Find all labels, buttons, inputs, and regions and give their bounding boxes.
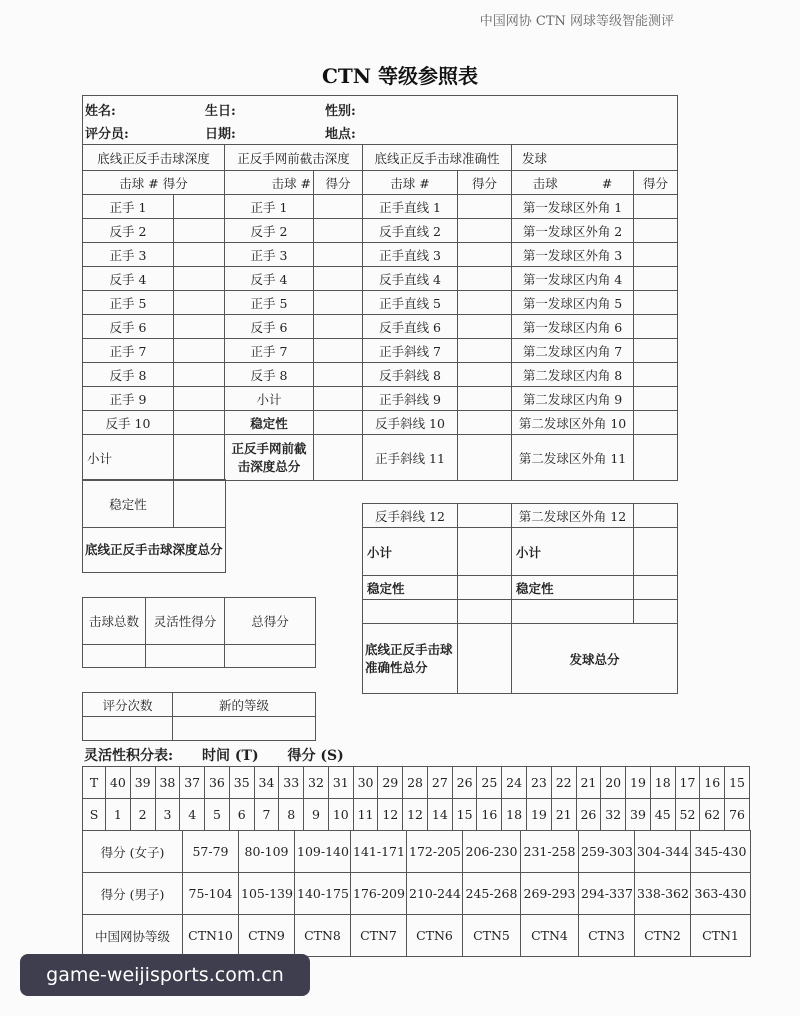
male-value-cell: 140-175	[295, 873, 351, 915]
t-value-cell: 30	[353, 767, 378, 799]
total-score-label: 总得分	[225, 598, 316, 645]
score-cell-depth-10	[174, 411, 225, 435]
t-value-cell: 37	[180, 767, 205, 799]
t-value-cell: 24	[502, 767, 527, 799]
table-row	[83, 873, 751, 915]
score-cell-depth-5	[174, 291, 225, 315]
t-value-cell: 28	[403, 767, 428, 799]
score-cell-serve-1	[634, 195, 678, 219]
female-row-label: 得分 (女子)	[83, 831, 183, 873]
male-value-cell: 338-362	[635, 873, 691, 915]
s-value-cell: 21	[551, 799, 576, 831]
table-row	[83, 291, 678, 315]
t-value-cell: 25	[477, 767, 502, 799]
score-cell-accuracy-10	[458, 411, 512, 435]
accuracy-stability-label: 稳定性	[363, 576, 458, 600]
flex-heading	[84, 745, 368, 765]
score-cell-volley-10	[314, 411, 363, 435]
table-row	[83, 915, 751, 957]
s-value-cell: 4	[180, 799, 205, 831]
t-value-cell: 20	[601, 767, 626, 799]
section-volley: 正反手网前截击深度	[225, 145, 363, 171]
shot-label-depth-7: 正手 7	[83, 339, 174, 363]
shot-label-serve-3: 第一发球区外角 3	[512, 243, 634, 267]
score-cell-serve-12	[634, 504, 678, 528]
score-cell-depth-6	[174, 315, 225, 339]
flex-time-label: 时间 (T)	[202, 748, 259, 764]
serve-subtotal-label: 小计	[512, 528, 634, 576]
score-cell-accuracy-6	[458, 315, 512, 339]
shot-label-serve-6: 第一发球区内角 6	[512, 315, 634, 339]
table-row	[83, 315, 678, 339]
score-cell-volley-3	[314, 243, 363, 267]
shot-label-accuracy-8: 反手斜线 8	[363, 363, 458, 387]
table-row	[83, 831, 751, 873]
new-grade-label: 新的等级	[173, 693, 316, 717]
male-value-cell: 363-430	[691, 873, 751, 915]
subhead-accuracy-shot: 击球 #	[363, 171, 458, 195]
t-row-label: T	[83, 767, 106, 799]
s-value-cell: 16	[477, 799, 502, 831]
grade-row-label: 中国网协等级	[83, 915, 183, 957]
shot-label-volley-7: 正手 7	[225, 339, 314, 363]
section-serve: 发球	[512, 145, 678, 171]
score-cell-volley-1	[314, 195, 363, 219]
subhead-volley-shot: 击球 #	[225, 171, 314, 195]
score-cell-depth-3	[174, 243, 225, 267]
t-value-cell: 22	[551, 767, 576, 799]
blank-cell	[363, 600, 458, 624]
grade-value-cell: CTN7	[351, 915, 407, 957]
male-value-cell: 210-244	[407, 873, 463, 915]
table-row	[83, 195, 678, 219]
female-value-cell: 57-79	[183, 831, 239, 873]
accuracy-total-cell	[458, 624, 512, 694]
new-grade-cell	[173, 717, 316, 741]
score-cell-depth-7	[174, 339, 225, 363]
male-value-cell: 269-293	[521, 873, 579, 915]
table-row	[83, 387, 678, 411]
score-cell-serve-2	[634, 219, 678, 243]
score-cell-serve-10	[634, 411, 678, 435]
shot-label-depth-9: 正手 9	[83, 387, 174, 411]
score-cell-accuracy-3	[458, 243, 512, 267]
shot-label-depth-4: 反手 4	[83, 267, 174, 291]
shot-label-serve-12: 第二发球区外角 12	[512, 504, 634, 528]
s-value-cell: 19	[527, 799, 552, 831]
depth-subtotal-cell	[174, 435, 225, 481]
score-cell-volley-2	[314, 219, 363, 243]
t-value-cell: 40	[106, 767, 131, 799]
s-value-cell: 8	[279, 799, 304, 831]
score-cell-serve-7	[634, 339, 678, 363]
grade-value-cell: CTN4	[521, 915, 579, 957]
subhead-depth: 击球 # 得分	[83, 171, 225, 195]
female-value-cell: 259-303	[579, 831, 635, 873]
t-value-cell: 23	[527, 767, 552, 799]
s-value-cell: 1	[106, 799, 131, 831]
s-value-cell: 15	[452, 799, 477, 831]
serve-stability-label: 稳定性	[512, 576, 634, 600]
t-value-cell: 16	[700, 767, 725, 799]
t-value-cell: 32	[304, 767, 329, 799]
shot-label-volley-6: 反手 6	[225, 315, 314, 339]
shot-label-serve-2: 第一发球区外角 2	[512, 219, 634, 243]
male-value-cell: 105-139	[239, 873, 295, 915]
grade-value-cell: CTN8	[295, 915, 351, 957]
time-score-table	[82, 766, 750, 831]
female-value-cell: 304-344	[635, 831, 691, 873]
shot-label-volley-8: 反手 8	[225, 363, 314, 387]
shot-label-volley-9: 小计	[225, 387, 314, 411]
depth-stability-cell	[174, 480, 226, 528]
score-table	[82, 144, 678, 481]
flex-label: 灵活性积分表:	[84, 748, 174, 764]
t-value-cell: 17	[675, 767, 700, 799]
flex-score-heading: 得分 (S)	[287, 748, 344, 764]
rating-count-cell	[83, 717, 173, 741]
grade-value-cell: CTN1	[691, 915, 751, 957]
table-row	[83, 339, 678, 363]
male-value-cell: 75-104	[183, 873, 239, 915]
s-value-cell: 14	[427, 799, 452, 831]
t-value-cell: 15	[725, 767, 750, 799]
shot-label-depth-5: 正手 5	[83, 291, 174, 315]
grade-value-cell: CTN5	[463, 915, 521, 957]
shot-label-serve-9: 第二发球区内角 9	[512, 387, 634, 411]
t-value-cell: 19	[626, 767, 651, 799]
flex-score-cell	[146, 645, 225, 668]
shot-label-depth-2: 反手 2	[83, 219, 174, 243]
shot-label-serve-4: 第一发球区内角 4	[512, 267, 634, 291]
serve-subtotal-cell	[634, 528, 678, 576]
t-value-cell: 31	[328, 767, 353, 799]
table-row	[83, 799, 750, 831]
s-row-label: S	[83, 799, 106, 831]
shot-label-accuracy-4: 反手直线 4	[363, 267, 458, 291]
shot-label-depth-10: 反手 10	[83, 411, 174, 435]
score-cell-depth-8	[174, 363, 225, 387]
shot-label-accuracy-5: 正手直线 5	[363, 291, 458, 315]
score-cell-volley-8	[314, 363, 363, 387]
score-cell-accuracy-1	[458, 195, 512, 219]
table-row	[83, 411, 678, 435]
s-value-cell: 2	[130, 799, 155, 831]
totals-table	[82, 597, 316, 668]
shot-label-accuracy-6: 反手直线 6	[363, 315, 458, 339]
blank-cell	[634, 600, 678, 624]
info-box	[82, 95, 678, 145]
t-value-cell: 26	[452, 767, 477, 799]
blank-cell	[458, 600, 512, 624]
rater-label: 评分员:	[85, 127, 129, 142]
shot-label-accuracy-10: 反手斜线 10	[363, 411, 458, 435]
t-value-cell: 38	[155, 767, 180, 799]
depth-stability-label: 稳定性	[83, 480, 174, 528]
depth-total-label: 底线正反手击球深度总分	[83, 528, 226, 573]
s-value-cell: 5	[205, 799, 230, 831]
place-label: 地点:	[325, 127, 356, 142]
s-value-cell: 12	[378, 799, 403, 831]
shot-label-accuracy-11: 正手斜线 11	[363, 435, 458, 481]
s-value-cell: 32	[601, 799, 626, 831]
score-cell-depth-1	[174, 195, 225, 219]
s-value-cell: 62	[700, 799, 725, 831]
s-value-cell: 3	[155, 799, 180, 831]
score-cell-accuracy-2	[458, 219, 512, 243]
shot-label-depth-1: 正手 1	[83, 195, 174, 219]
blank-cell	[512, 600, 634, 624]
section-depth: 底线正反手击球深度	[83, 145, 225, 171]
s-value-cell: 6	[229, 799, 254, 831]
t-value-cell: 36	[205, 767, 230, 799]
total-shots-label: 击球总数	[83, 598, 146, 645]
s-value-cell: 45	[650, 799, 675, 831]
female-value-cell: 172-205	[407, 831, 463, 873]
shot-label-accuracy-9: 正手斜线 9	[363, 387, 458, 411]
accuracy-stability-cell	[458, 576, 512, 600]
subhead-serve-shot: 击球 #	[512, 171, 634, 195]
score-cell-serve-4	[634, 267, 678, 291]
s-value-cell: 26	[576, 799, 601, 831]
score-cell-serve-8	[634, 363, 678, 387]
total-shots-cell	[83, 645, 146, 668]
table-row	[83, 363, 678, 387]
serve-stability-cell	[634, 576, 678, 600]
s-value-cell: 76	[725, 799, 750, 831]
s-value-cell: 9	[304, 799, 329, 831]
accuracy-total-label: 底线正反手击球准确性总分	[363, 624, 458, 694]
shot-label-volley-5: 正手 5	[225, 291, 314, 315]
gender-label: 性别:	[325, 104, 356, 119]
page-title: CTN 等级参照表	[321, 64, 479, 88]
accuracy-subtotal-cell	[458, 528, 512, 576]
table-row	[83, 243, 678, 267]
table-row	[83, 767, 750, 799]
score-cell-accuracy-11	[458, 435, 512, 481]
shot-label-volley-4: 反手 4	[225, 267, 314, 291]
shot-label-serve-1: 第一发球区外角 1	[512, 195, 634, 219]
t-value-cell: 18	[650, 767, 675, 799]
score-cell-volley-4	[314, 267, 363, 291]
volley-total-label: 正反手网前截击深度总分	[225, 435, 314, 481]
shot-label-accuracy-7: 正手斜线 7	[363, 339, 458, 363]
male-row-label: 得分 (男子)	[83, 873, 183, 915]
score-cell-serve-11	[634, 435, 678, 481]
name-label: 姓名:	[85, 104, 116, 119]
shot-label-volley-2: 反手 2	[225, 219, 314, 243]
t-value-cell: 21	[576, 767, 601, 799]
shot-label-serve-7: 第二发球区内角 7	[512, 339, 634, 363]
t-value-cell: 34	[254, 767, 279, 799]
female-value-cell: 109-140	[295, 831, 351, 873]
t-value-cell: 35	[229, 767, 254, 799]
header-text: 中国网协 CTN 网球等级智能测评	[479, 14, 674, 29]
male-value-cell: 294-337	[579, 873, 635, 915]
shot-label-volley-1: 正手 1	[225, 195, 314, 219]
total-score-cell	[225, 645, 316, 668]
birth-label: 生日:	[205, 104, 236, 119]
shot-label-serve-11: 第二发球区外角 11	[512, 435, 634, 481]
score-cell-accuracy-4	[458, 267, 512, 291]
shot-label-serve-8: 第二发球区内角 8	[512, 363, 634, 387]
shot-label-volley-3: 正手 3	[225, 243, 314, 267]
score-cell-accuracy-12	[458, 504, 512, 528]
table-row	[83, 267, 678, 291]
t-value-cell: 27	[427, 767, 452, 799]
score-cell-accuracy-5	[458, 291, 512, 315]
score-cell-accuracy-7	[458, 339, 512, 363]
depth-subtotal-label: 小计	[83, 435, 174, 481]
score-cell-serve-5	[634, 291, 678, 315]
grade-value-cell: CTN10	[183, 915, 239, 957]
grade-value-cell: CTN6	[407, 915, 463, 957]
date-label: 日期:	[205, 127, 236, 142]
score-cell-accuracy-9	[458, 387, 512, 411]
shot-label-depth-6: 反手 6	[83, 315, 174, 339]
score-cell-serve-6	[634, 315, 678, 339]
grade-table	[82, 830, 751, 957]
subhead-serve-score: 得分	[634, 171, 678, 195]
s-value-cell: 10	[328, 799, 353, 831]
s-value-cell: 18	[502, 799, 527, 831]
score-cell-volley-5	[314, 291, 363, 315]
female-value-cell: 141-171	[351, 831, 407, 873]
score-cell-accuracy-8	[458, 363, 512, 387]
shot-label-accuracy-2: 反手直线 2	[363, 219, 458, 243]
s-value-cell: 52	[675, 799, 700, 831]
shot-label-serve-5: 第一发球区内角 5	[512, 291, 634, 315]
female-value-cell: 231-258	[521, 831, 579, 873]
s-value-cell: 11	[353, 799, 378, 831]
rating-table	[82, 692, 316, 741]
shot-label-accuracy-3: 正手直线 3	[363, 243, 458, 267]
score-cell-depth-9	[174, 387, 225, 411]
depth-extra-table	[82, 479, 226, 573]
score-cell-volley-7	[314, 339, 363, 363]
s-value-cell: 39	[626, 799, 651, 831]
t-value-cell: 33	[279, 767, 304, 799]
s-value-cell: 7	[254, 799, 279, 831]
score-cell-volley-6	[314, 315, 363, 339]
t-value-cell: 39	[130, 767, 155, 799]
female-value-cell: 80-109	[239, 831, 295, 873]
score-cell-serve-3	[634, 243, 678, 267]
grade-value-cell: CTN9	[239, 915, 295, 957]
flex-score-label: 灵活性得分	[146, 598, 225, 645]
watermark: game-weijisports.com.cn	[20, 954, 310, 996]
score-cell-serve-9	[634, 387, 678, 411]
table-row	[83, 219, 678, 243]
score-cell-depth-2	[174, 219, 225, 243]
rating-count-label: 评分次数	[83, 693, 173, 717]
shot-label-serve-10: 第二发球区外角 10	[512, 411, 634, 435]
female-value-cell: 345-430	[691, 831, 751, 873]
shot-label-accuracy-1: 正手直线 1	[363, 195, 458, 219]
score-cell-depth-4	[174, 267, 225, 291]
accuracy-extra-table	[362, 503, 678, 694]
t-value-cell: 29	[378, 767, 403, 799]
grade-value-cell: CTN3	[579, 915, 635, 957]
subhead-accuracy-score: 得分	[458, 171, 512, 195]
male-value-cell: 245-268	[463, 873, 521, 915]
female-value-cell: 206-230	[463, 831, 521, 873]
s-value-cell: 12	[403, 799, 428, 831]
section-accuracy: 底线正反手击球准确性	[363, 145, 512, 171]
grade-value-cell: CTN2	[635, 915, 691, 957]
shot-label-volley-10: 稳定性	[225, 411, 314, 435]
shot-label-depth-8: 反手 8	[83, 363, 174, 387]
accuracy-subtotal-label: 小计	[363, 528, 458, 576]
shot-label-accuracy-12: 反手斜线 12	[363, 504, 458, 528]
shot-label-depth-3: 正手 3	[83, 243, 174, 267]
serve-total-label: 发球总分	[512, 624, 678, 694]
volley-total-cell	[314, 435, 363, 481]
male-value-cell: 176-209	[351, 873, 407, 915]
subhead-volley-score: 得分	[314, 171, 363, 195]
score-cell-volley-9	[314, 387, 363, 411]
